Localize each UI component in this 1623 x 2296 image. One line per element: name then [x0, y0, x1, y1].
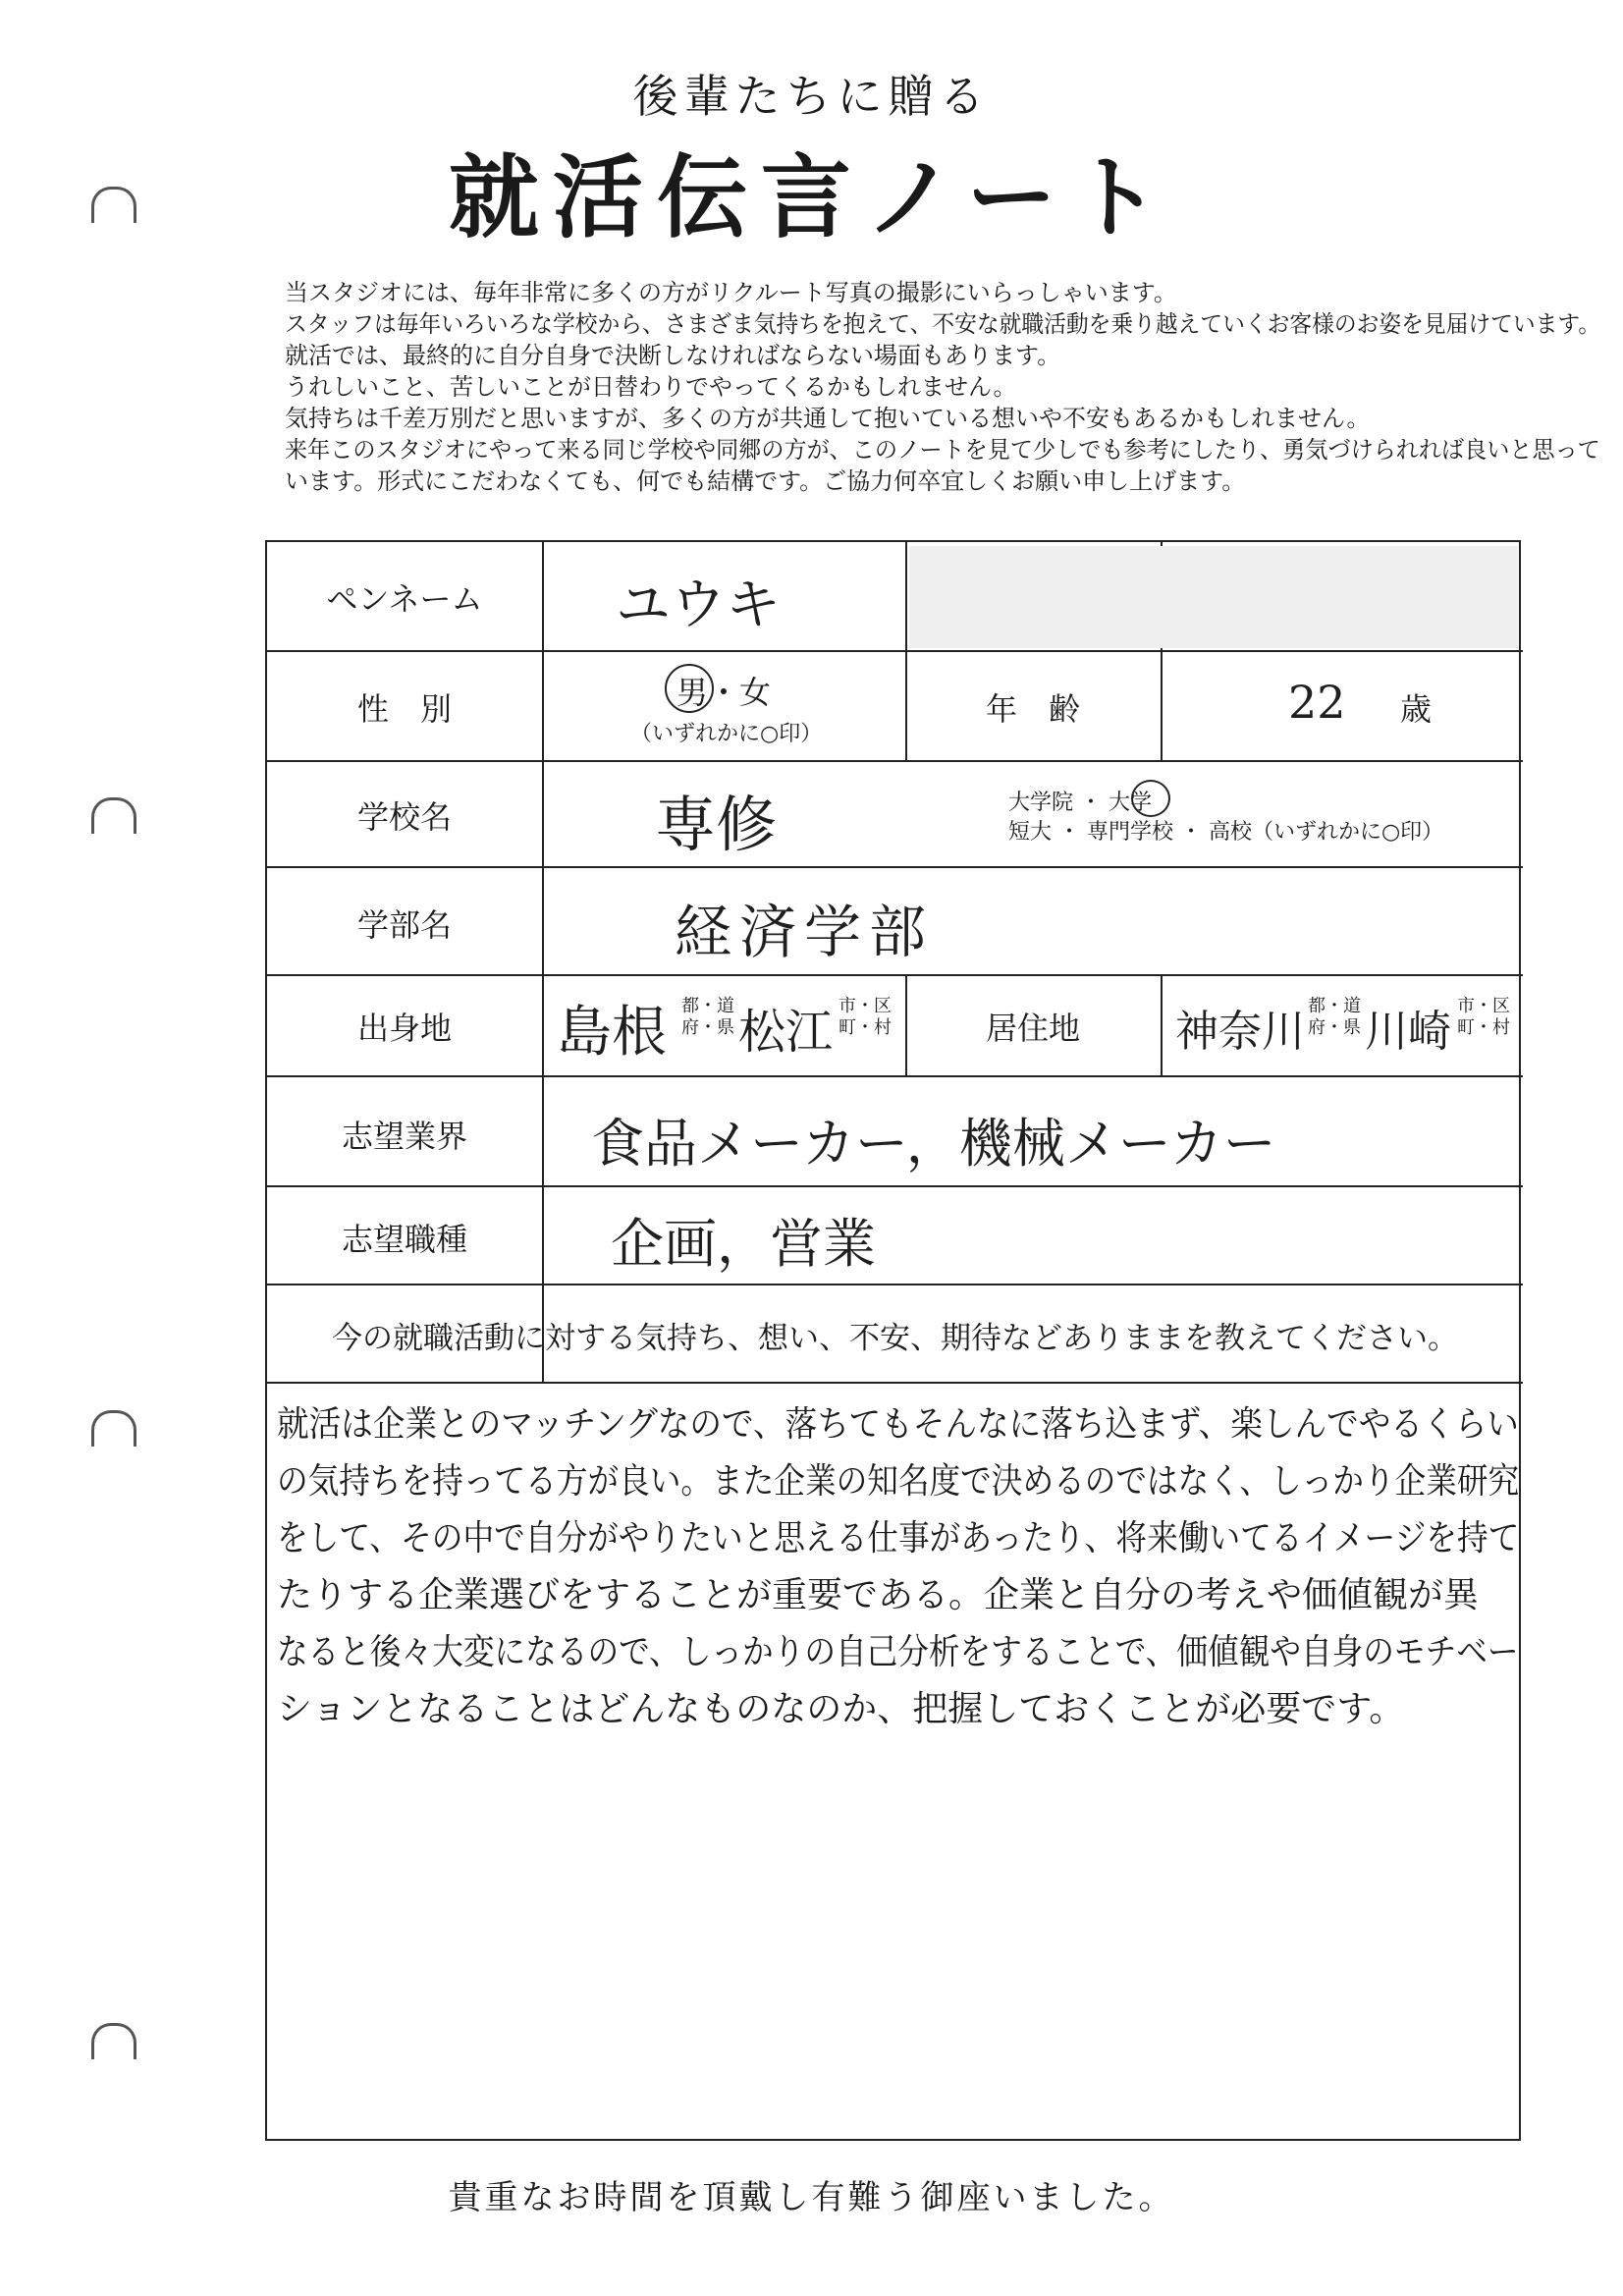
- redacted-area: [909, 546, 1518, 648]
- row-divider: [267, 1284, 1523, 1285]
- intro-text: [285, 277, 1600, 497]
- pref-suffix-top: 都・道: [681, 996, 734, 1016]
- punch-hole-4: [91, 2023, 136, 2059]
- hometown-pref-suffix: [679, 996, 736, 1039]
- city-suffix-bottom: 町・村: [839, 1017, 892, 1038]
- answer-line: をして、その中で自分がやりたいと思える仕事があったり、将来働いてるイメージを持て: [277, 1518, 1520, 1558]
- answer-line: たりする企業選びをすることが重要である。企業と自分の考えや価値観が異: [277, 1575, 1480, 1615]
- school-type-line1: 大学院 ・ 大学: [1008, 791, 1152, 815]
- intro-line: スタッフは毎年いろいろな学校から、さまざま気持ちを抱えて、不安な就職活動を乗り越えていくお客様のお姿を見届けています。: [285, 310, 1601, 338]
- answer-line: の気持ちを持ってる方が良い。また企業の知名度で決めるのではなく、しっかり企業研究: [277, 1461, 1520, 1502]
- pref-suffix-top: 都・道: [1308, 996, 1361, 1016]
- page-title: 就活伝言ノート: [448, 145, 1175, 250]
- pre-title: 後輩たちに贈る: [632, 70, 991, 123]
- intro-line: 気持ちは千差万別だと思いますが、多くの方が共通して抱いている想いや不安もあるかもしれません。: [285, 405, 1371, 432]
- city-suffix-top: 市・区: [1457, 996, 1510, 1016]
- answer-line: なると後々大変になるので、しっかりの自己分析をすることで、価値観や自身のモチベー: [277, 1632, 1519, 1672]
- row-divider: [267, 1185, 1523, 1187]
- pref-suffix-bottom: 府・県: [681, 1017, 734, 1038]
- punch-hole-3: [91, 1410, 136, 1447]
- school-type-line2: 短大 ・ 専門学校 ・ 高校（いずれかに○印）: [1008, 820, 1444, 845]
- answer-text: [277, 1396, 1519, 1738]
- answer-line: 就活は企業とのマッチングなので、落ちてもそんなに落ち込まず、楽しんでやるくらい: [277, 1404, 1519, 1445]
- residence-pref: 神奈川: [1175, 1007, 1305, 1057]
- gender-circle-mark: [665, 664, 714, 713]
- form-table: [265, 540, 1521, 2141]
- col-divider: [1161, 650, 1163, 760]
- residence-label: 居住地: [985, 1010, 1080, 1047]
- penname-label: ペンネーム: [326, 580, 483, 618]
- faculty-value: 経済学部: [675, 899, 935, 965]
- row-divider: [267, 1075, 1523, 1077]
- industry-value: 食品メーカー，機械メーカー: [591, 1113, 1276, 1175]
- intro-line: 当スタジオには、毎年非常に多くの方がリクルート写真の撮影にいらっしゃいます。: [285, 279, 1177, 306]
- question-text: 今の就職活動に対する気持ち、想い、不安、期待などありままを教えてください。: [332, 1321, 1458, 1356]
- gender-label: 性 別: [356, 690, 452, 728]
- job-label: 志望職種: [341, 1221, 467, 1258]
- age-unit: 歳: [1399, 690, 1432, 728]
- intro-line: 来年このスタジオにやって来る同じ学校や同郷の方が、このノートを見て少しでも参考にしたり、勇気づけられれば良いと思って: [285, 436, 1600, 464]
- hometown-city-suffix: [837, 996, 893, 1039]
- gender-note: （いずれかに○印）: [630, 722, 823, 746]
- intro-line: います。形式にこだわなくても、何でも結構です。ご協力何卒宜しくお願い申し上げます。: [285, 467, 1246, 495]
- hometown-label: 出身地: [356, 1010, 452, 1047]
- row-divider: [267, 866, 1523, 868]
- industry-label: 志望業界: [341, 1118, 467, 1155]
- row-divider: [267, 760, 1523, 762]
- row-divider: [267, 1382, 1523, 1384]
- residence-city: 川崎: [1365, 1007, 1451, 1057]
- answer-line: ションとなることはどんなものなのか、把握しておくことが必要です。: [277, 1689, 1405, 1729]
- punch-hole-2: [91, 797, 136, 834]
- residence-pref-suffix: [1306, 996, 1363, 1039]
- school-label: 学校名: [356, 798, 452, 836]
- col-divider: [1161, 974, 1163, 1075]
- intro-line: 就活では、最終的に自分自身で決断しなければならない場面もあります。: [285, 342, 1061, 369]
- age-value: 22: [1288, 676, 1346, 729]
- school-value: 専修: [655, 789, 778, 860]
- row-divider: [267, 974, 1523, 976]
- row-divider: [267, 650, 1523, 652]
- residence-city-suffix: [1455, 996, 1512, 1039]
- pref-suffix-bottom: 府・県: [1308, 1017, 1361, 1038]
- gender-options: 男・女: [676, 674, 771, 711]
- faculty-label: 学部名: [356, 906, 452, 944]
- intro-line: うれしいこと、苦しいことが日替わりでやってくるかもしれません。: [285, 373, 1017, 401]
- city-suffix-top: 市・区: [839, 996, 892, 1016]
- age-label: 年 齢: [985, 690, 1080, 728]
- school-circle-mark: [1131, 780, 1170, 817]
- hometown-city: 松江: [738, 1005, 834, 1060]
- job-value: 企画，営業: [611, 1213, 876, 1275]
- closing-text: 貴重なお時間を頂戴し有難う御座いました。: [448, 2178, 1175, 2217]
- city-suffix-bottom: 町・村: [1457, 1017, 1510, 1038]
- hometown-pref: 島根: [557, 1001, 667, 1065]
- penname-value: ユウキ: [616, 574, 781, 637]
